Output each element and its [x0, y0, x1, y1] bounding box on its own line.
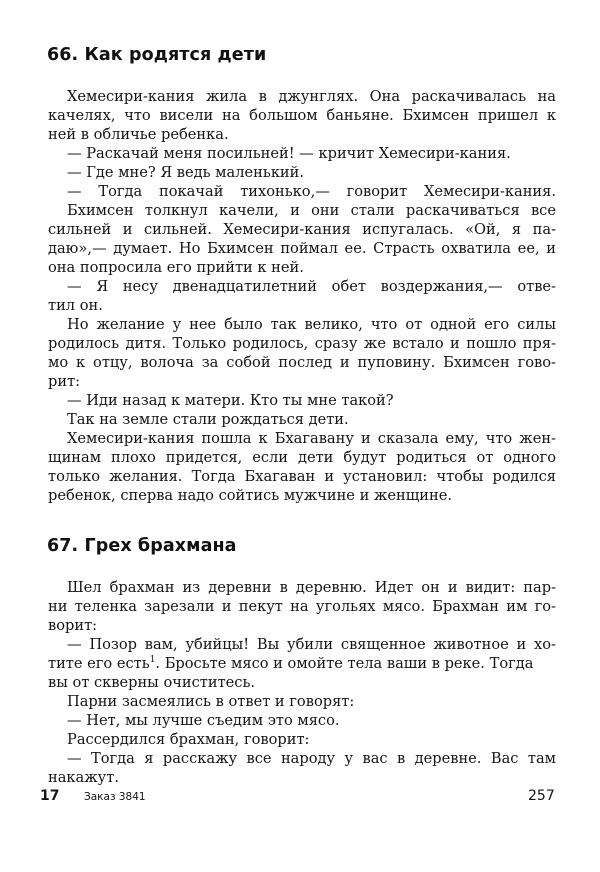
text-line: щинам плохо придется, если дети будут родиться от одного	[48, 449, 556, 466]
text-line: ни теленка зарезали и пекут на угольях мясо. Брахман им го-	[48, 598, 556, 615]
text-line: Хемесири-кания жила в джунглях. Она раскачивалась на	[67, 88, 556, 105]
text-line: Шел брахман из деревни в деревню. Идет он и видит: пар-	[67, 579, 556, 596]
footnote-marker: 1	[149, 655, 156, 665]
text-line: — Тогда покачай тихонько,— говорит Хемесири-кания.	[67, 183, 556, 200]
text-line: качелях, что висели на большом баньяне. Бхимсен пришел к	[48, 107, 556, 124]
text-line: — Я несу двенадцатилетний обет воздержания,— отве-	[67, 278, 556, 295]
section-title-67: 67. Грех брахмана	[47, 536, 237, 556]
signature-mark: 17	[40, 788, 60, 804]
text-line: Хемесири-кания пошла к Бхагавану и сказала ему, что жен-	[67, 430, 556, 447]
text-line: вы от скверны очиститесь.	[48, 674, 256, 691]
text-line: — Иди назад к матери. Кто ты мне такой?	[67, 392, 394, 409]
text-line: ней в обличье ребенка.	[48, 126, 229, 143]
text-line: накажут.	[48, 769, 119, 786]
text-line-with-footnote	[48, 654, 556, 673]
text-line: ворит:	[48, 617, 98, 634]
text-line: сильней и сильней. Хемесири-кания испугалась. «Ой, я па-	[48, 221, 556, 238]
page-number: 257	[528, 788, 555, 804]
text-line: Так на земле стали рождаться дети.	[67, 411, 349, 428]
text-line: — Позор вам, убийцы! Вы убили священное животное и хо-	[67, 636, 556, 653]
print-order: Заказ 3841	[84, 791, 146, 803]
text-line: тил он.	[48, 297, 103, 314]
text-line: рит:	[48, 373, 81, 390]
text-line: — Тогда я расскажу все народу у вас в деревне. Вас там	[67, 750, 556, 767]
text-line: — Нет, мы лучше съедим это мясо.	[67, 712, 340, 729]
text-fragment: тите его есть	[48, 655, 150, 672]
text-line: Рассердился брахман, говорит:	[67, 731, 310, 748]
text-line: — Раскачай меня посильней! — кричит Хемесири-кания.	[67, 145, 511, 162]
text-line: мо к отцу, волоча за собой послед и пуповину. Бхимсен гово-	[48, 354, 556, 371]
text-line: родилось дитя. Только родилось, сразу же встало и пошло пря-	[48, 335, 556, 352]
text-line: она попросила его прийти к ней.	[48, 259, 304, 276]
text-line: ребенок, сперва надо сойтись мужчине и женщине.	[48, 487, 453, 504]
text-line: даю»,— думает. Но Бхимсен поймал ее. Страсть охватила ее, и	[48, 240, 556, 257]
text-line: только желания. Тогда Бхагаван и установил: чтобы родился	[48, 468, 556, 485]
text-line: — Где мне? Я ведь маленький.	[67, 164, 305, 181]
text-line: Но желание у нее было так велико, что от одной его силы	[67, 316, 556, 333]
text-line: Бхимсен толкнул качели, и они стали раскачиваться все	[67, 202, 556, 219]
section-title-66: 66. Как родятся дети	[47, 45, 267, 65]
text-line: Парни засмеялись в ответ и говорят:	[67, 693, 355, 710]
text-fragment: . Бросьте мясо и омойте тела ваши в реке. Тогда	[155, 655, 534, 672]
